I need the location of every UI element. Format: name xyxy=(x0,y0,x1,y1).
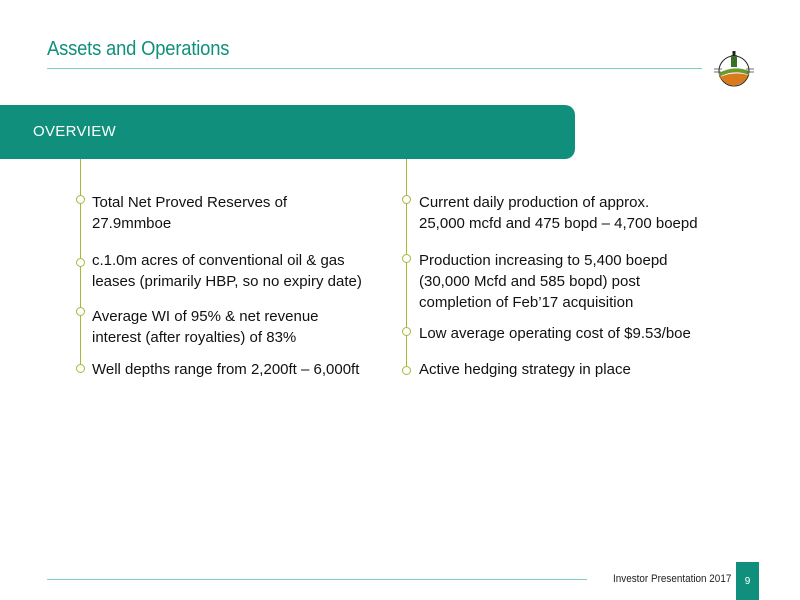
circle-bullet-icon xyxy=(76,364,85,373)
overview-banner xyxy=(0,105,575,159)
circle-bullet-icon xyxy=(402,327,411,336)
right-item-1: Current daily production of approx. 25,000 mcfd and 475 bopd – 4,700 boepd xyxy=(419,194,698,232)
left-item-2: c.1.0m acres of conventional oil & gas leases (primarily HBP, so no expiry date) xyxy=(92,252,362,290)
circle-bullet-icon xyxy=(76,307,85,316)
right-item-2: Production increasing to 5,400 boepd (30,000 Mcfd and 585 bopd) post completion of Feb’17 acquisition xyxy=(419,252,668,311)
page-title: Assets and Operations xyxy=(47,38,230,60)
footer-label: Investor Presentation 2017 xyxy=(613,573,732,585)
circle-bullet-icon xyxy=(402,366,411,375)
circle-bullet-icon xyxy=(76,195,85,204)
banner-label: OVERVIEW xyxy=(33,123,116,140)
left-item-1: Total Net Proved Reserves of 27.9mmboe xyxy=(92,194,288,232)
right-item-3: Low average operating cost of $9.53/boe xyxy=(419,325,691,342)
circle-bullet-icon xyxy=(402,254,411,263)
left-item-3: Average WI of 95% & net revenue interest (after royalties) of 83% xyxy=(92,308,319,346)
footer-divider xyxy=(47,579,587,580)
company-logo-icon xyxy=(712,47,756,91)
title-divider xyxy=(47,68,702,69)
right-item-4: Active hedging strategy in place xyxy=(419,361,631,378)
circle-bullet-icon xyxy=(76,258,85,267)
page-number-badge xyxy=(736,562,759,600)
right-timeline-line xyxy=(406,159,407,371)
circle-bullet-icon xyxy=(402,195,411,204)
left-item-4: Well depths range from 2,200ft – 6,000ft xyxy=(92,361,360,378)
page-number: 9 xyxy=(744,575,751,587)
